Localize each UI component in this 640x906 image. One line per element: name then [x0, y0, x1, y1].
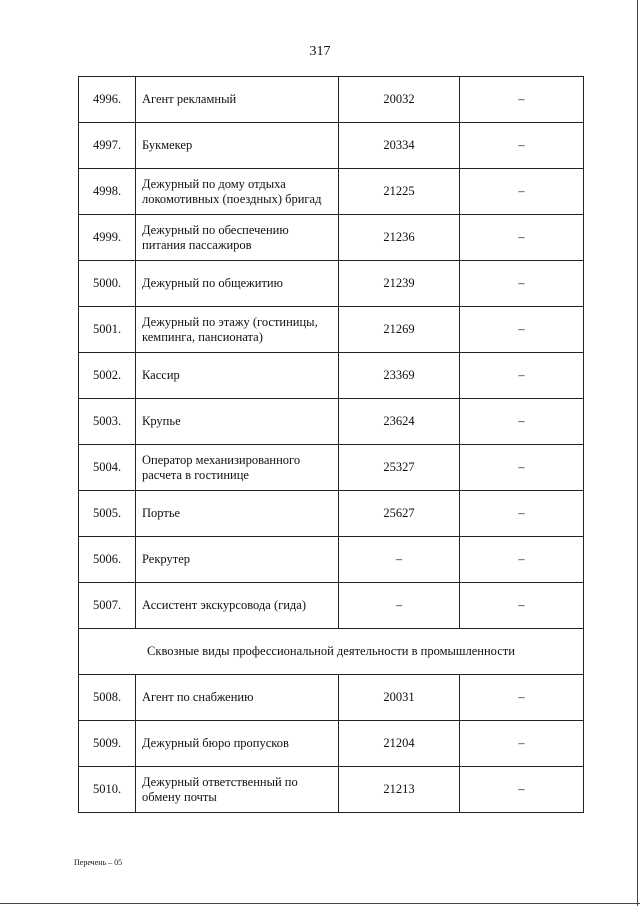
extra-value: –: [460, 353, 584, 399]
row-number: 5000.: [79, 261, 136, 307]
page-number: 317: [309, 44, 331, 59]
table-section: [79, 629, 584, 675]
table-body-top: [79, 77, 584, 629]
profession-name: Дежурный ответственный по обмену почты: [136, 767, 339, 813]
table-row: [79, 399, 584, 445]
footer-label: Перечень – 05: [74, 858, 123, 867]
row-number: 5006.: [79, 537, 136, 583]
row-number: 5008.: [79, 675, 136, 721]
row-number: 4997.: [79, 123, 136, 169]
extra-value: –: [460, 169, 584, 215]
profession-code: 21204: [339, 721, 460, 767]
extra-value: –: [460, 399, 584, 445]
table-row: [79, 767, 584, 813]
profession-code: 23369: [339, 353, 460, 399]
profession-name: Ассистент экскурсовода (гида): [136, 583, 339, 629]
table-row: [79, 215, 584, 261]
profession-name: Дежурный бюро пропусков: [136, 721, 339, 767]
profession-code: 25327: [339, 445, 460, 491]
row-number: 4999.: [79, 215, 136, 261]
profession-name: Букмекер: [136, 123, 339, 169]
row-number: 5010.: [79, 767, 136, 813]
table-body-bottom: [79, 675, 584, 813]
profession-name: Кассир: [136, 353, 339, 399]
extra-value: –: [460, 675, 584, 721]
extra-value: –: [460, 77, 584, 123]
extra-value: –: [460, 583, 584, 629]
row-number: 5003.: [79, 399, 136, 445]
row-number: 5009.: [79, 721, 136, 767]
section-row: [79, 629, 584, 675]
table-row: [79, 537, 584, 583]
row-number: 5007.: [79, 583, 136, 629]
profession-code: 21236: [339, 215, 460, 261]
table-row: [79, 261, 584, 307]
profession-code: 23624: [339, 399, 460, 445]
row-number: 5002.: [79, 353, 136, 399]
profession-name: Оператор механизированного расчета в гостинице: [136, 445, 339, 491]
profession-name: Крупье: [136, 399, 339, 445]
row-number: 5005.: [79, 491, 136, 537]
extra-value: –: [460, 445, 584, 491]
scan-edge-bottom: [0, 903, 640, 904]
table-row: [79, 445, 584, 491]
scan-edge-right: [637, 0, 638, 906]
profession-code: 21213: [339, 767, 460, 813]
table-row: [79, 491, 584, 537]
profession-name: Дежурный по этажу (гостиницы, кемпинга, пансионата): [136, 307, 339, 353]
profession-name: Портье: [136, 491, 339, 537]
row-number: 5001.: [79, 307, 136, 353]
profession-code: –: [339, 537, 460, 583]
extra-value: –: [460, 721, 584, 767]
extra-value: –: [460, 261, 584, 307]
profession-code: 20032: [339, 77, 460, 123]
extra-value: –: [460, 215, 584, 261]
section-title: Сквозные виды профессиональной деятельности в промышленности: [79, 629, 584, 675]
row-number: 4996.: [79, 77, 136, 123]
table-row: [79, 77, 584, 123]
profession-code: 21239: [339, 261, 460, 307]
row-number: 4998.: [79, 169, 136, 215]
row-number: 5004.: [79, 445, 136, 491]
profession-code: 20031: [339, 675, 460, 721]
table-row: [79, 721, 584, 767]
profession-code: –: [339, 583, 460, 629]
table-row: [79, 169, 584, 215]
profession-name: Дежурный по обеспечению питания пассажиров: [136, 215, 339, 261]
table-row: [79, 307, 584, 353]
extra-value: –: [460, 491, 584, 537]
profession-code: 20334: [339, 123, 460, 169]
profession-name: Дежурный по общежитию: [136, 261, 339, 307]
table-row: [79, 583, 584, 629]
professions-table: [78, 76, 584, 813]
extra-value: –: [460, 767, 584, 813]
profession-name: Агент рекламный: [136, 77, 339, 123]
profession-name: Дежурный по дому отдыха локомотивных (поездных) бригад: [136, 169, 339, 215]
profession-name: Агент по снабжению: [136, 675, 339, 721]
table-row: [79, 123, 584, 169]
table-row: [79, 675, 584, 721]
table-row: [79, 353, 584, 399]
profession-code: 21269: [339, 307, 460, 353]
extra-value: –: [460, 123, 584, 169]
extra-value: –: [460, 307, 584, 353]
profession-code: 25627: [339, 491, 460, 537]
extra-value: –: [460, 537, 584, 583]
profession-name: Рекрутер: [136, 537, 339, 583]
profession-code: 21225: [339, 169, 460, 215]
